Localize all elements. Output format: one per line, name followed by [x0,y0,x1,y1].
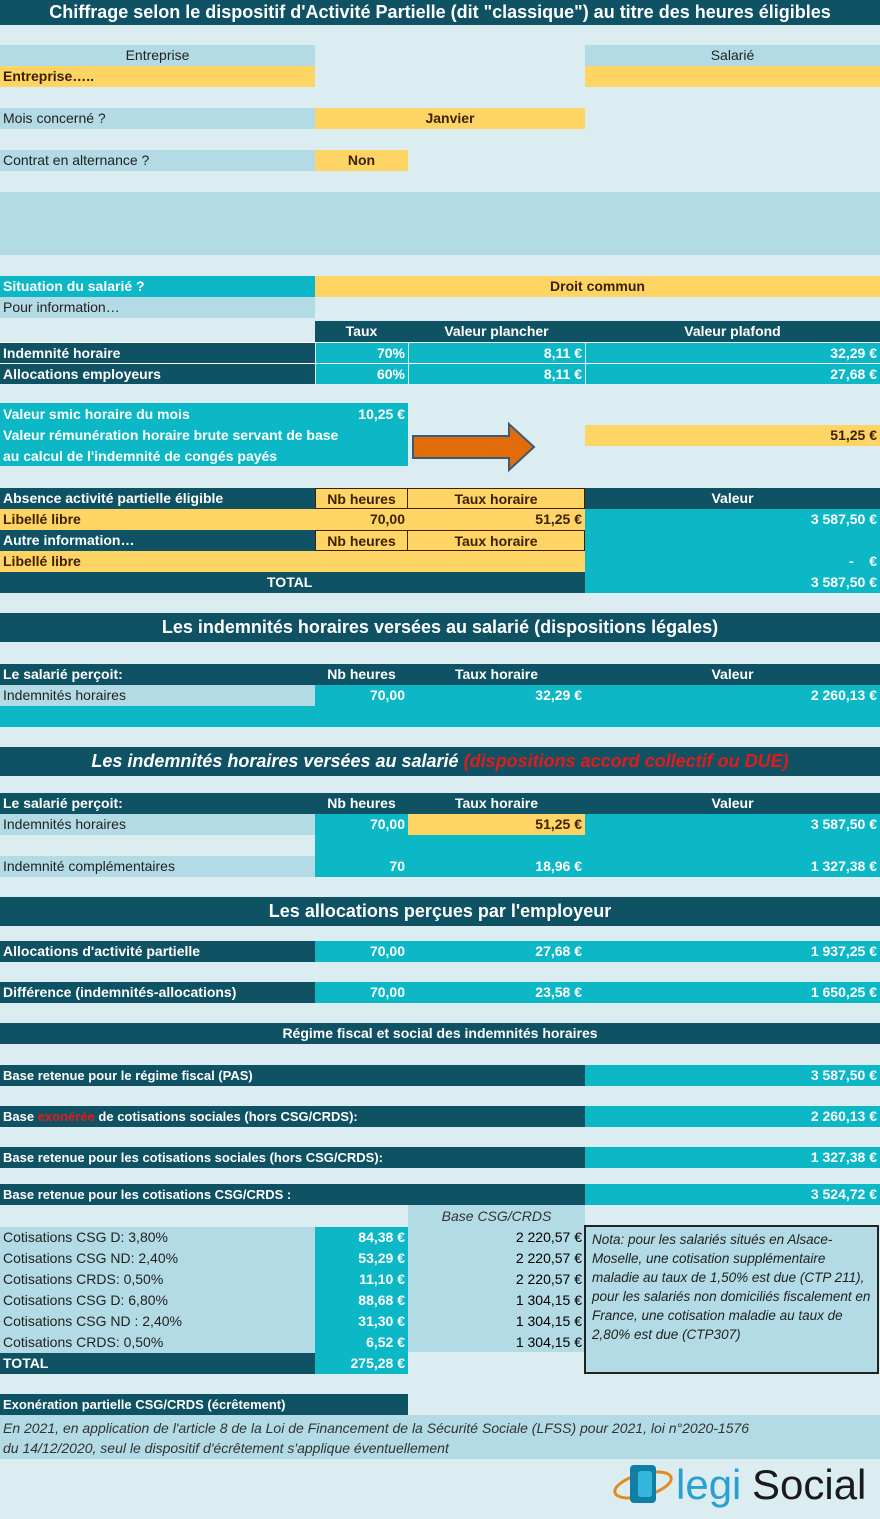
total-value: 3 587,50 € [585,572,880,593]
remu-value: 51,25 € [585,425,880,446]
allocation-valeur: 1 937,25 € [585,941,880,962]
cotisation-label: Cotisations CSG D: 3,80% [0,1227,315,1248]
cotisation-base: 2 220,57 € [515,1250,582,1266]
cotis-value: 1 327,38 € [585,1147,880,1168]
logo-text-legi: legi [676,1461,742,1508]
cotisation-value: 53,29 € [315,1248,408,1269]
difference-valeur: 1 650,25 € [585,982,880,1003]
accord-row-valeur: 3 587,50 € [585,814,880,835]
legal-percoit: Le salarié perçoit: [0,664,315,685]
cotisations-total-label: TOTAL [0,1353,315,1374]
complementaire-taux: 18,96 € [408,856,585,877]
autre-row-input[interactable] [315,551,585,572]
accord-spacer [315,835,880,856]
entreprise-input[interactable]: Entreprise….. [0,66,315,87]
allocation-nb: 70,00 [315,941,408,962]
allocation-taux: 27,68 € [408,941,585,962]
smic-value: 10,25 € [358,406,405,422]
exoneration-text: du 14/12/2020, seul le dispositif d'écrêtement s'applique éventuellement [3,1440,449,1456]
complementaire-valeur: 1 327,38 € [585,856,880,877]
col-taux-horaire: Taux horaire [408,488,585,509]
difference-label: Différence (indemnités-allocations) [0,982,315,1003]
absence-row-taux[interactable]: 51,25 € [408,509,585,530]
cotisation-base: 1 304,15 € [515,1313,582,1329]
exo-label-post: de cotisations sociales (hors CSG/CRDS): [98,1109,358,1124]
cotisation-label: Cotisations CSG ND : 2,40% [0,1311,315,1332]
absence-row-label[interactable]: Libellé libre [0,509,315,530]
legal-row-taux: 32,29 € [408,685,585,706]
page-title: Chiffrage selon le dispositif d'Activité Partielle (dit "classique") au titre des heures éligibles [0,0,880,25]
exo-label [0,1106,585,1127]
legal-row-valeur: 2 260,13 € [585,685,880,706]
remu-label: Valeur rémunération horaire brute servant de base [3,427,339,443]
legal-spacer [0,706,880,727]
total-label: TOTAL [0,572,585,593]
autre-valeur-blank [585,530,880,551]
rate-taux: 70% [316,342,408,363]
cotisation-base: 1 304,15 € [515,1292,582,1308]
remu-label: au calcul de l'indemnité de congés payés [3,448,278,464]
col-taux-horaire: Taux horaire [408,793,585,814]
legal-row-label: Indemnités horaires [0,685,315,706]
exoneration-text: En 2021, en application de l'article 8 de la Loi de Financement de la Sécurité Sociale (LFSS) pour 2021, loi n°2020-1576 [3,1420,750,1436]
mois-label: Mois concerné ? [0,108,315,129]
cotisation-value: 11,10 € [315,1269,408,1290]
csg-value: 3 524,72 € [585,1184,880,1205]
exoneration-label: Exonération partielle CSG/CRDS (écrêtement) [0,1394,408,1415]
base-csg-header: Base CSG/CRDS [441,1208,552,1224]
empty-band [0,192,880,255]
accord-title-red: (dispositions accord collectif ou DUE) [463,751,789,771]
logo-text-social: Social [752,1461,867,1508]
col-nb-heures: Nb heures [315,793,408,814]
legal-section-title: Les indemnités horaires versées au salarié (dispositions légales) [0,613,880,642]
exo-value: 2 260,13 € [585,1106,880,1127]
accord-percoit: Le salarié perçoit: [0,793,315,814]
nota-box: Nota: pour les salariés situés en Alsace-Moselle, une cotisation supplémentaire maladie au taux de 1,50% est due (CTP 211), pour les salariés non domiciliés fiscalement en France, une cotisation maladie au taux de 2,80% est due (CTP307) [584,1225,879,1374]
rate-label: Allocations employeurs [0,363,315,384]
cotisation-base: 1 304,15 € [515,1334,582,1350]
autre-header: Autre information… [0,530,315,551]
allocations-section-title: Les allocations perçues par l'employeur [0,897,880,926]
exo-label-red: exonérée [37,1109,95,1124]
accord-row-nb: 70,00 [315,814,408,835]
col-nb-heures: Nb heures [315,488,408,509]
legal-row-nb: 70,00 [315,685,408,706]
col-nb-heures: Nb heures [315,530,408,551]
cotisation-value: 6,52 € [315,1332,408,1353]
complementaire-label: Indemnité complémentaires [0,856,315,877]
cotisation-label: Cotisations CSG D: 6,80% [0,1290,315,1311]
col-taux-horaire: Taux horaire [408,530,585,551]
regime-section-title: Régime fiscal et social des indemnités horaires [0,1023,880,1044]
absence-header: Absence activité partielle éligible [0,488,315,509]
cotisation-value: 31,30 € [315,1311,408,1332]
cotisation-label: Cotisations CRDS: 0,50% [0,1269,315,1290]
exo-label-pre: Base [3,1109,35,1124]
salarie-input[interactable] [585,66,880,87]
csg-label: Base retenue pour les cotisations CSG/CRDS : [0,1184,585,1205]
situation-label: Situation du salarié ? [0,276,315,297]
cotisation-label: Cotisations CSG ND: 2,40% [0,1248,315,1269]
col-taux-horaire: Taux horaire [408,664,585,685]
pas-label: Base retenue pour le régime fiscal (PAS) [0,1065,585,1086]
cotisation-base: 2 220,57 € [515,1229,582,1245]
absence-row-valeur: 3 587,50 € [585,509,880,530]
rate-plafond: 27,68 € [586,363,880,384]
col-taux: Taux [315,321,408,342]
col-valeur: Valeur [585,664,880,685]
autre-row-label[interactable]: Libellé libre [0,551,315,572]
logo-mark-icon [612,1461,674,1509]
cotisation-base: 2 220,57 € [515,1271,582,1287]
col-plafond: Valeur plafond [585,321,880,342]
cotisation-value: 84,38 € [315,1227,408,1248]
absence-row-nb[interactable]: 70,00 [315,509,408,530]
col-plancher: Valeur plancher [408,321,585,342]
info-label: Pour information… [0,297,315,318]
legisocial-logo [612,1459,872,1511]
contrat-label: Contrat en alternance ? [0,150,315,171]
accord-section-title [0,747,880,776]
pas-value: 3 587,50 € [585,1065,880,1086]
col-nb-heures: Nb heures [315,664,408,685]
cotisations-total-value: 275,28 € [315,1353,408,1374]
rate-plafond: 32,29 € [586,342,880,363]
complementaire-nb: 70 [315,856,408,877]
cotisation-label: Cotisations CRDS: 0,50% [0,1332,315,1353]
accord-row-taux-input[interactable]: 51,25 € [408,814,585,835]
situation-select[interactable]: Droit commun [315,276,880,297]
col-valeur: Valeur [585,488,880,509]
rate-taux: 60% [316,363,408,384]
col-valeur: Valeur [585,793,880,814]
rate-label: Indemnité horaire [0,342,315,363]
cotis-label: Base retenue pour les cotisations sociales (hors CSG/CRDS): [0,1147,585,1168]
right-arrow-icon [411,421,537,473]
rate-plancher: 8,11 € [409,342,585,363]
cotisation-value: 88,68 € [315,1290,408,1311]
autre-row-valeur: - € [585,551,880,572]
entreprise-header: Entreprise [0,45,315,66]
accord-title-main: Les indemnités horaires versées au salarié [91,751,459,771]
accord-row-label: Indemnités horaires [0,814,315,835]
rate-plancher: 8,11 € [409,363,585,384]
salarie-header: Salarié [585,45,880,66]
allocation-label: Allocations d'activité partielle [0,941,315,962]
smic-label: Valeur smic horaire du mois [3,406,190,422]
contrat-select[interactable]: Non [315,150,408,171]
mois-select[interactable]: Janvier [315,108,585,129]
difference-taux: 23,58 € [408,982,585,1003]
difference-nb: 70,00 [315,982,408,1003]
